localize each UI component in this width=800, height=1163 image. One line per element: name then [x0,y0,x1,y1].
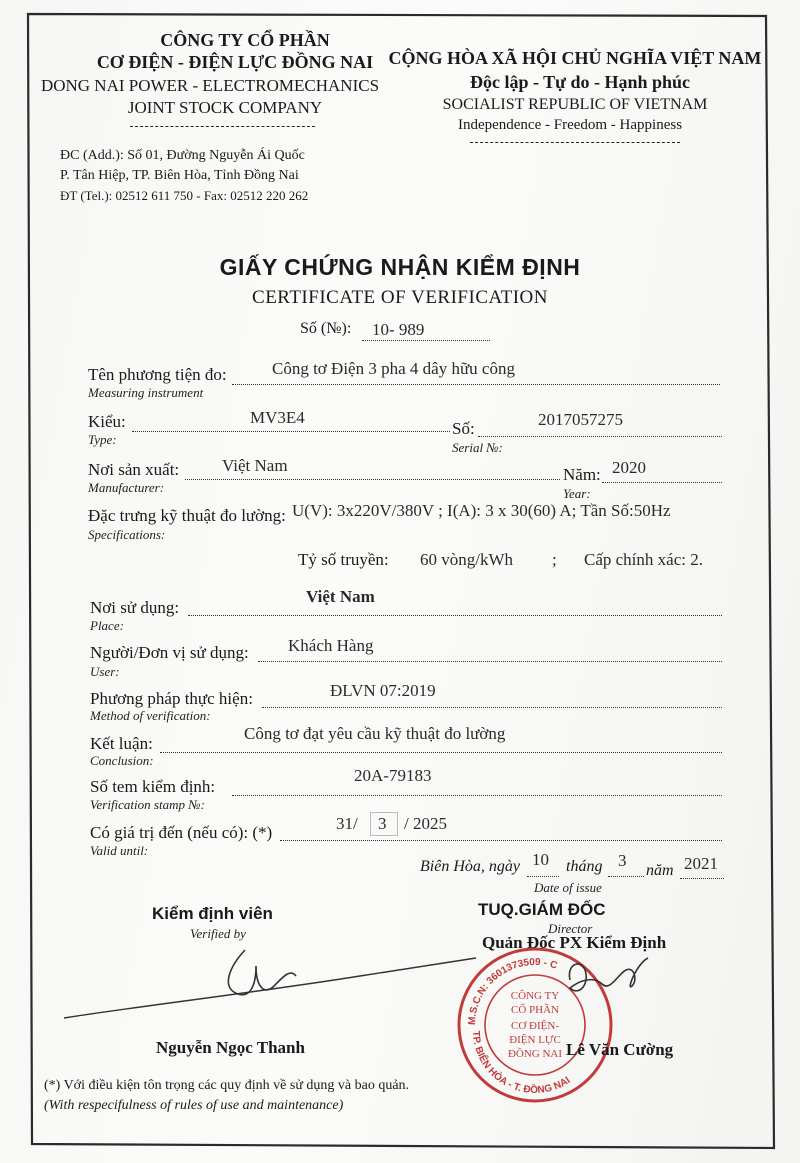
company-name-vn-line2: CƠ ĐIỆN - ĐIỆN LỰC ĐỒNG NAI [96,52,374,72]
stamp-number-caption: Verification stamp №: [90,797,205,812]
type-caption: Type: [88,432,117,447]
inspector-caption: Verified by [190,926,246,941]
user-dots [258,661,722,662]
certificate-title-en: CERTIFICATE OF VERIFICATION [252,287,548,308]
method-label: Phương pháp thực hiện: [90,689,253,708]
serial-dots [478,436,722,437]
type-dots [132,431,450,432]
stamp-number-value: 20A-79183 [354,766,432,785]
conclusion-caption: Conclusion: [90,753,154,768]
date-place: Biên Hòa, ngày [420,858,520,875]
user-value: Khách Hàng [288,636,374,655]
accuracy-class: Cấp chính xác: 2. [584,550,703,569]
manufacturer-caption: Manufacturer: [88,480,165,495]
serial-value: 2017057275 [538,410,623,429]
director-name: Lê Văn Cường [566,1040,674,1059]
instrument-value: Công tơ Điện 3 pha 4 dây hữu công [272,359,515,378]
seal-center-line3: CƠ ĐIỆN- [511,1020,559,1032]
date-month-dots [608,876,644,877]
place-value: Việt Nam [306,587,375,606]
director-title: TUQ.GIÁM ĐỐC [478,900,606,919]
ratio-label: Tỷ số truyền: [298,550,389,569]
date-year-label: năm [646,862,674,879]
valid-until-label: Có giá trị đến (nếu có): (*) [90,823,273,842]
instrument-caption: Measuring instrument [88,385,204,400]
seal-ring-text: M.S.C.N: 3601373509 - C [466,956,559,1026]
header-right-divider [470,142,680,143]
certificate-number-dots [362,340,490,341]
inspector-title: Kiểm định viên [152,904,273,923]
certificate-number-value: 10- 989 [372,320,425,339]
company-phone-fax: ĐT (Tel.): 02512 611 750 - Fax: 02512 220 262 [60,188,309,203]
company-address-line2: P. Tân Hiệp, TP. Biên Hòa, Tỉnh Đồng Nai [60,168,299,183]
type-label: Kiểu: [88,412,126,431]
header-left-divider [130,126,315,127]
type-value: MV3E4 [250,408,305,427]
company-name-en-line1: DONG NAI POWER - ELECTROMECHANICS [40,76,380,95]
date-caption: Date of issue [534,880,602,895]
manufacturer-dots [185,479,560,480]
ratio-value: 60 vòng/kWh [420,550,514,569]
director-caption: Director [548,921,593,936]
year-label: Năm: [563,465,601,484]
footnote-en: (With respecifulness of rules of use and maintenance) [44,1098,344,1113]
date-day: 10 [532,850,549,869]
specs-label: Đặc trưng kỹ thuật đo lường: [88,506,286,525]
director-signature [540,940,660,1010]
year-dots [602,482,722,483]
footnote-vn: (*) Với điều kiện tôn trọng các quy định về sử dụng và bao quản. [44,1078,410,1093]
user-label: Người/Đơn vị sử dụng: [90,643,249,662]
instrument-label: Tên phương tiện đo: [88,365,227,384]
valid-until-year: / 2025 [404,814,447,833]
user-caption: User: [90,664,120,679]
manufacturer-label: Nơi sản xuất: [88,460,180,479]
inspector-name: Nguyễn Ngọc Thanh [156,1038,305,1057]
method-dots [262,707,722,708]
year-caption: Year: [563,486,591,501]
place-dots [188,615,722,616]
instrument-dots [232,384,720,385]
conclusion-dots [160,752,722,753]
national-motto-vn: Độc lập - Tự do - Hạnh phúc [469,72,691,92]
conclusion-value: Công tơ đạt yêu cầu kỹ thuật đo lường [244,724,506,743]
certificate-title-vn: GIẤY CHỨNG NHẬN KIỂM ĐỊNH [219,254,581,280]
seal-center-line1: CÔNG TY [510,990,560,1002]
stamp-number-dots [232,795,722,796]
stamp-number-label: Số tem kiểm định: [90,777,216,796]
serial-caption: Serial №: [452,440,503,455]
date-year: 2021 [684,854,718,873]
company-address-line1: ĐC (Add.): Số 01, Đường Nguyễn Ái Quốc [60,148,305,163]
company-name-en-line2: JOINT STOCK COMPANY [127,98,323,117]
method-caption: Method of verification: [90,708,211,723]
director-subtitle: Quản Đốc PX Kiểm Định [482,933,667,952]
national-motto-en: Independence - Freedom - Happiness [457,117,683,133]
date-day-dots [527,876,559,877]
date-month: 3 [618,851,627,870]
valid-until-month: 3 [378,814,387,833]
seal-ring-text-bottom: TP. BIÊN HÒA - T. ĐỒNG NAI [469,1030,573,1097]
inspector-signature [60,936,480,1026]
valid-until-day: 31/ [336,814,358,833]
country-name-vn: CỘNG HÒA XÃ HỘI CHỦ NGHĨA VIỆT NAM [388,48,762,68]
company-name-vn-line1: CÔNG TY CỔ PHẦN [160,30,330,50]
manufacturer-value: Việt Nam [222,456,288,475]
conclusion-label: Kết luận: [90,734,153,753]
seal-center-line2: CỔ PHẦN [511,1004,559,1016]
seal-center-line5: ĐỒNG NAI [507,1048,563,1060]
specs-caption: Specifications: [88,527,166,542]
date-year-dots [680,878,724,879]
year-value: 2020 [612,458,646,477]
certificate-number-label: Số (№): [300,320,352,337]
place-caption: Place: [90,618,124,633]
place-label: Nơi sử dụng: [90,598,180,617]
ratio-separator: ; [552,550,557,569]
country-name-en: SOCIALIST REPUBLIC OF VIETNAM [442,96,708,113]
valid-until-dots [280,840,722,841]
specs-value: U(V): 3x220V/380V ; I(A): 3 x 30(60) A; Tần Số:50Hz [292,501,671,520]
date-month-label: tháng [566,858,603,875]
valid-until-caption: Valid until: [90,843,149,858]
serial-label: Số: [452,419,475,438]
seal-center-line4: ĐIỆN LỰC [509,1034,561,1046]
method-value: ĐLVN 07:2019 [330,681,436,700]
